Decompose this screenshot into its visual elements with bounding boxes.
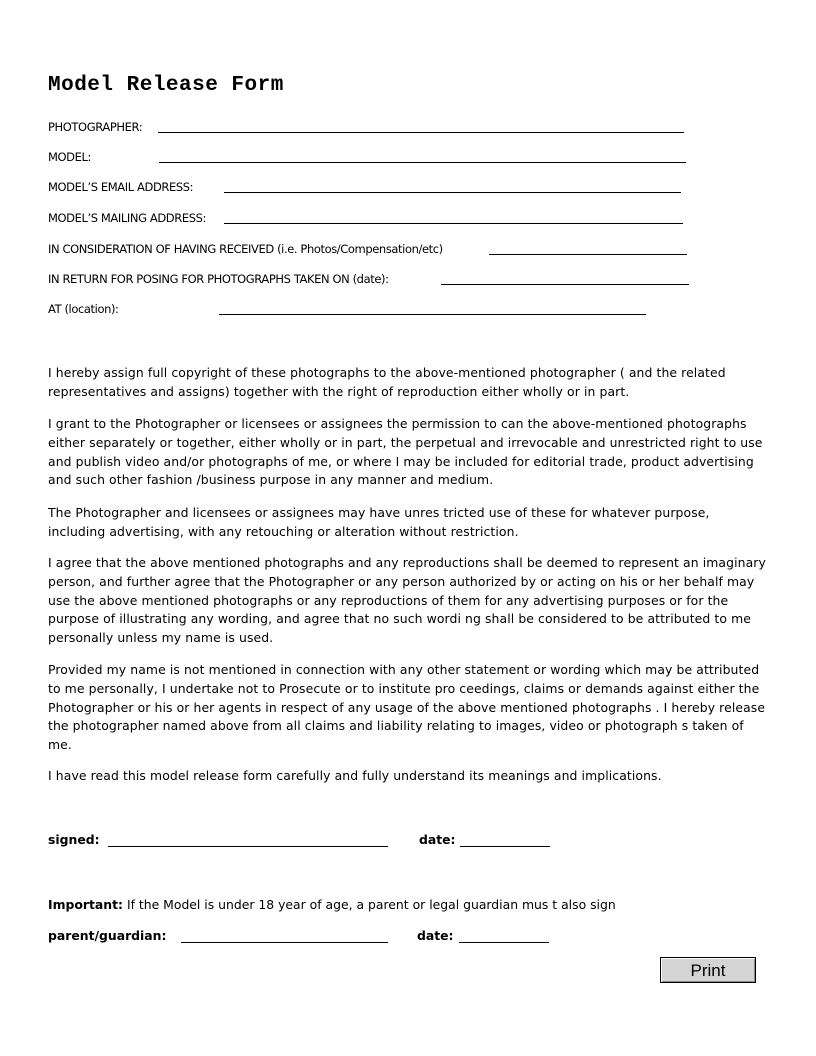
signed-label: signed: [48,832,100,847]
paragraph-acknowledgement: I have read this model release form carefully and fully understand its meanings and implications. [48,768,662,783]
mailing-address-label: MODEL’S MAILING ADDRESS: [48,211,206,225]
signed-date-label: date: [419,832,456,847]
form-title: Model Release Form [48,74,284,97]
paragraph-imaginary-person: I agree that the above mentioned photographs and any reproductions shall be deemed to represent an imaginary person, and further agree that the Photographer or any person authorized by or acting on his or her behalf may use the above mentioned photographs or any reproductions of them for any advertising purposes or for the purpose of illustrating any wording, and agree that no such wordi ng shall be considered to be attributed to me personally unless my name is used. [48,555,766,646]
location-input-line[interactable] [219,314,646,315]
photographer-label: PHOTOGRAPHER: [48,120,143,134]
posing-date-input-line[interactable] [441,284,689,285]
paragraph-copyright: I hereby assign full copyright of these photographs to the above-mentioned photographer ( and the related representatives and assigns) together with the right of reproduction either wholly or in part. [48,365,726,399]
guardian-label: parent/guardian: [48,928,167,943]
email-label: MODEL’S EMAIL ADDRESS: [48,180,194,194]
guardian-date-label: date: [417,928,454,943]
posing-date-field [48,272,693,292]
photographer-field [48,120,688,140]
consideration-label: IN CONSIDERATION OF HAVING RECEIVED (i.e. Photos/Compensation/etc) [48,242,443,256]
mailing-address-field [48,211,688,231]
consideration-field [48,242,688,262]
important-text: If the Model is under 18 year of age, a parent or legal guardian mus t also sign [123,897,616,912]
email-field [48,180,688,200]
print-button[interactable]: Print [660,957,756,983]
consideration-input-line[interactable] [489,254,687,255]
paragraph-release-claims: Provided my name is not mentioned in connection with any other statement or wording which may be attributed to me personally, I undertake not to Prosecute or to institute pro ceedings, claims or demands against either the Photographer or his or her agents in respect of any usage of the above mentioned photographs . I hereby release the photographer named above from all claims and liability relating to images, video or photograph s taken of me. [48,662,766,753]
mailing-address-input-line[interactable] [224,223,683,224]
paragraph-unrestricted-use: The Photographer and licensees or assignees may have unres tricted use of these for whatever purpose, including advertising, with any retouching or alteration without restriction. [48,505,710,539]
model-label: MODEL: [48,150,91,164]
signed-date-line[interactable] [460,846,550,847]
location-label: AT (location): [48,302,119,316]
location-field [48,302,648,322]
signature-line[interactable] [108,846,388,847]
guardian-date-line[interactable] [459,942,549,943]
important-note [48,897,616,912]
important-label: Important: [48,897,123,912]
guardian-signature-line[interactable] [181,942,388,943]
email-input-line[interactable] [224,192,681,193]
model-field [48,150,688,170]
paragraph-permission: I grant to the Photographer or licensees or assignees the permission to can the above-mentioned photographs either separately or together, either wholly or in part, the perpetual and irrevocable and unrestricted right to use and publish video and/or photographs of me, or where I may be included for editorial trade, product advertising and such other fashion /business purpose in any manner and medium. [48,416,763,488]
posing-date-label: IN RETURN FOR POSING FOR PHOTOGRAPHS TAKEN ON (date): [48,272,389,286]
photographer-input-line[interactable] [158,132,684,133]
model-input-line[interactable] [159,162,686,163]
